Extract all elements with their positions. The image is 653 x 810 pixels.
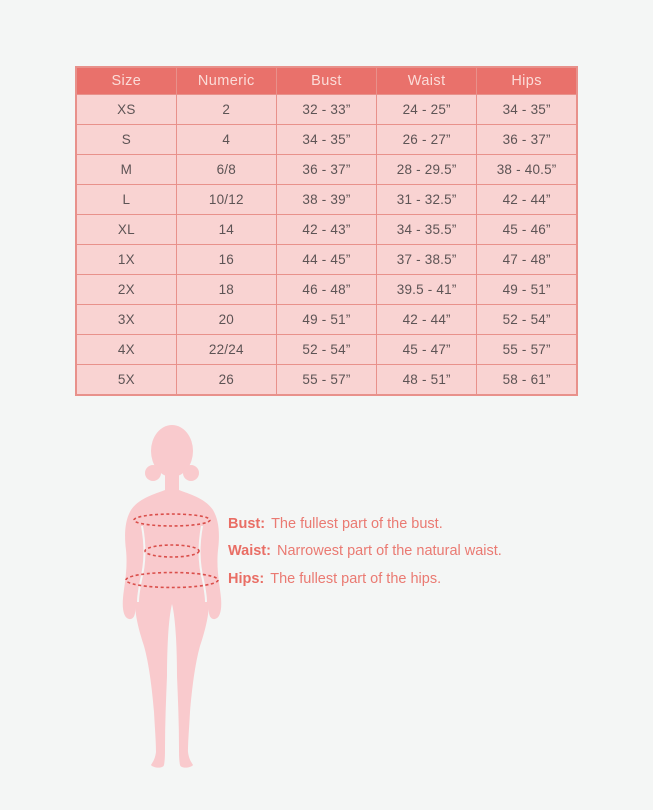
table-cell: 4X (76, 335, 176, 365)
header-row (76, 67, 577, 95)
waist-label: Waist: (228, 543, 271, 560)
guide-line-waist (228, 538, 558, 566)
hips-label: Hips: (228, 570, 265, 587)
table-cell: S (76, 125, 176, 155)
table-row (76, 125, 577, 155)
size-chart-table (75, 66, 578, 396)
table-cell: 5X (76, 365, 176, 396)
table-cell: 42 - 44” (477, 185, 577, 215)
table-cell: 38 - 40.5” (477, 155, 577, 185)
table-cell: 52 - 54” (477, 305, 577, 335)
table-cell: 42 - 43” (276, 215, 376, 245)
table-cell: 3X (76, 305, 176, 335)
table-row (76, 185, 577, 215)
table-cell: 34 - 35.5” (377, 215, 477, 245)
table-row (76, 335, 577, 365)
waist-description: Narrowest part of the natural waist. (276, 543, 502, 560)
table-row (76, 365, 577, 396)
table-cell: 36 - 37” (276, 155, 376, 185)
table-row (76, 95, 577, 125)
table-cell: 18 (176, 275, 276, 305)
size-chart-header (76, 67, 577, 95)
table-cell: 10/12 (176, 185, 276, 215)
size-chart (75, 66, 578, 396)
table-cell: 26 - 27” (377, 125, 477, 155)
column-header-size: Size (76, 67, 176, 95)
table-cell: 46 - 48” (276, 275, 376, 305)
column-header-numeric: Numeric (176, 67, 276, 95)
guide-line-bust (228, 510, 558, 538)
table-row (76, 305, 577, 335)
hair-curl-left (145, 465, 161, 481)
size-chart-body (76, 95, 577, 396)
table-cell: M (76, 155, 176, 185)
table-cell: 55 - 57” (276, 365, 376, 396)
hair-curl-right (183, 465, 199, 481)
table-row (76, 275, 577, 305)
table-cell: 22/24 (176, 335, 276, 365)
table-cell: 20 (176, 305, 276, 335)
table-row (76, 215, 577, 245)
table-cell: 38 - 39” (276, 185, 376, 215)
guide-line-hips (228, 565, 558, 593)
table-cell: 1X (76, 245, 176, 275)
torso-arms-legs (123, 490, 222, 768)
table-cell: 49 - 51” (276, 305, 376, 335)
table-cell: 48 - 51” (377, 365, 477, 396)
table-cell: 28 - 29.5” (377, 155, 477, 185)
column-header-hips: Hips (477, 67, 577, 95)
table-cell: 24 - 25” (377, 95, 477, 125)
table-cell: 6/8 (176, 155, 276, 185)
table-cell: 37 - 38.5” (377, 245, 477, 275)
table-cell: 4 (176, 125, 276, 155)
table-cell: 45 - 47” (377, 335, 477, 365)
female-body-silhouette (113, 424, 233, 769)
table-cell: 2 (176, 95, 276, 125)
table-cell: 2X (76, 275, 176, 305)
bust-label: Bust: (228, 515, 266, 532)
table-cell: 14 (176, 215, 276, 245)
table-cell: 26 (176, 365, 276, 396)
table-cell: 47 - 48” (477, 245, 577, 275)
table-cell: XL (76, 215, 176, 245)
table-cell: 58 - 61” (477, 365, 577, 396)
table-cell: XS (76, 95, 176, 125)
table-cell: 36 - 37” (477, 125, 577, 155)
table-cell: 55 - 57” (477, 335, 577, 365)
table-cell: 34 - 35” (276, 125, 376, 155)
table-cell: L (76, 185, 176, 215)
measurement-guide (228, 510, 558, 593)
table-cell: 34 - 35” (477, 95, 577, 125)
table-row (76, 155, 577, 185)
table-cell: 52 - 54” (276, 335, 376, 365)
table-cell: 16 (176, 245, 276, 275)
table-cell: 49 - 51” (477, 275, 577, 305)
table-cell: 42 - 44” (377, 305, 477, 335)
table-cell: 32 - 33” (276, 95, 376, 125)
table-row (76, 245, 577, 275)
column-header-waist: Waist (377, 67, 477, 95)
table-cell: 31 - 32.5” (377, 185, 477, 215)
table-cell: 44 - 45” (276, 245, 376, 275)
table-cell: 45 - 46” (477, 215, 577, 245)
table-cell: 39.5 - 41” (377, 275, 477, 305)
hips-description: The fullest part of the hips. (270, 570, 442, 587)
bust-description: The fullest part of the bust. (271, 515, 443, 532)
column-header-bust: Bust (276, 67, 376, 95)
